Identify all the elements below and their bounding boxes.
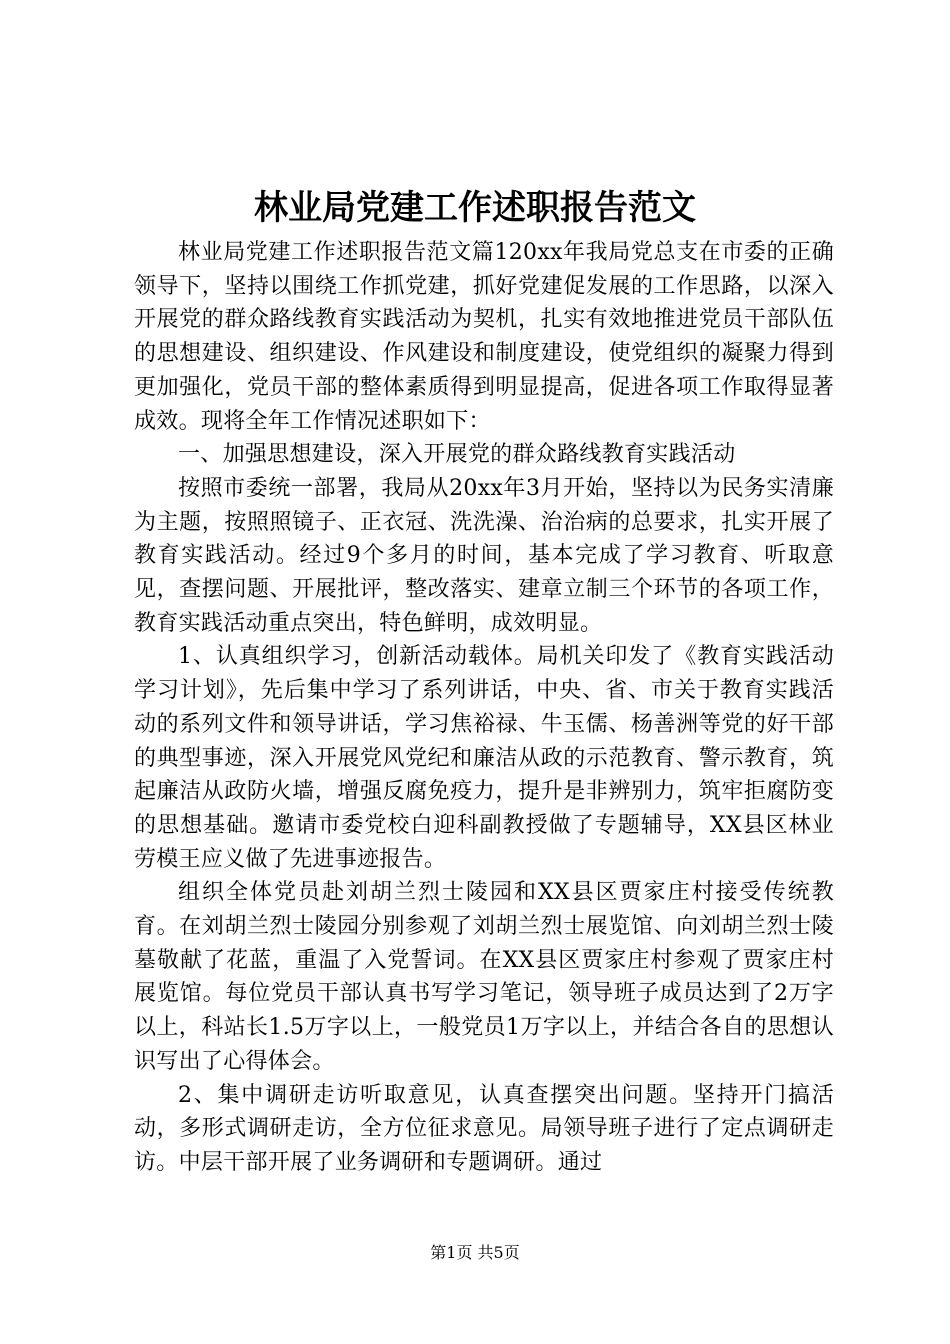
page-number-footer: 第1页 共5页 [430,1243,520,1262]
paragraph-study-organization: 1、认真组织学习，创新活动载体。局机关印发了《教育实践活动学习计划》，先后集中学习了系列讲话，中央、省、市关于教育实践活动的系列文件和领导讲话，学习焦裕禄、牛玉儒、杨善洲等党的好干部的典型事迹，深入开展党风党纪和廉洁从政的示范教育、警示教育，筑起廉洁从政防火墙，增强反腐免疫力，提升是非辨别力，筑牢拒腐防变的思想基础。邀请市委党校白迎科副教授做了专题辅导，XX县区林业劳模王应义做了先进事迹报告。 [134,644,834,872]
paragraph-research-visits: 2、集中调研走访听取意见，认真查摆突出问题。坚持开门搞活动，多形式调研走访，全方位征求意见。局领导班子进行了定点调研走访。中层干部开展了业务调研和专题调研。通过 [134,1082,834,1175]
paragraph-intro: 林业局党建工作述职报告范文篇120xx年我局党总支在市委的正确领导下，坚持以围绕工作抓党建，抓好党建促发展的工作思路，以深入开展党的群众路线教育实践活动为契机，扎实有效地推进党员干部队伍的思想建设、组织建设、作风建设和制度建设，使党组织的凝聚力得到更加强化，党员干部的整体素质得到明显提高，促进各项工作取得显著成效。现将全年工作情况述职如下： [134,240,834,434]
paragraph-practice-activity: 按照市委统一部署，我局从20xx年3月开始，坚持以为民务实清廉为主题，按照照镜子、正衣冠、洗洗澡、治治病的总要求，扎实开展了教育实践活动。经过9个多月的时间，基本完成了学习教育、听取意见，查摆问题、开展批评，整改落实、建章立制三个环节的各项工作，教育实践活动重点突出，特色鲜明，成效明显。 [134,475,834,636]
paragraph-traditional-education: 组织全体党员赴刘胡兰烈士陵园和XX县区贾家庄村接受传统教育。在刘胡兰烈士陵园分别参观了刘胡兰烈士展览馆、向刘胡兰烈士陵墓敬献了花蓝，重温了入党誓词。在XX县区贾家庄村参观了贾家庄村展览馆。每位党员干部认真书写学习笔记，领导班子成员达到了2万字以上，科站长1.5万字以上，一般党员1万字以上，并结合各自的思想认识写出了心得体会。 [134,880,834,1074]
paragraph-section-heading: 一、加强思想建设，深入开展党的群众路线教育实践活动 [178,442,736,468]
document-title: 林业局党建工作述职报告范文 [254,188,696,228]
document-body [134,236,834,1180]
